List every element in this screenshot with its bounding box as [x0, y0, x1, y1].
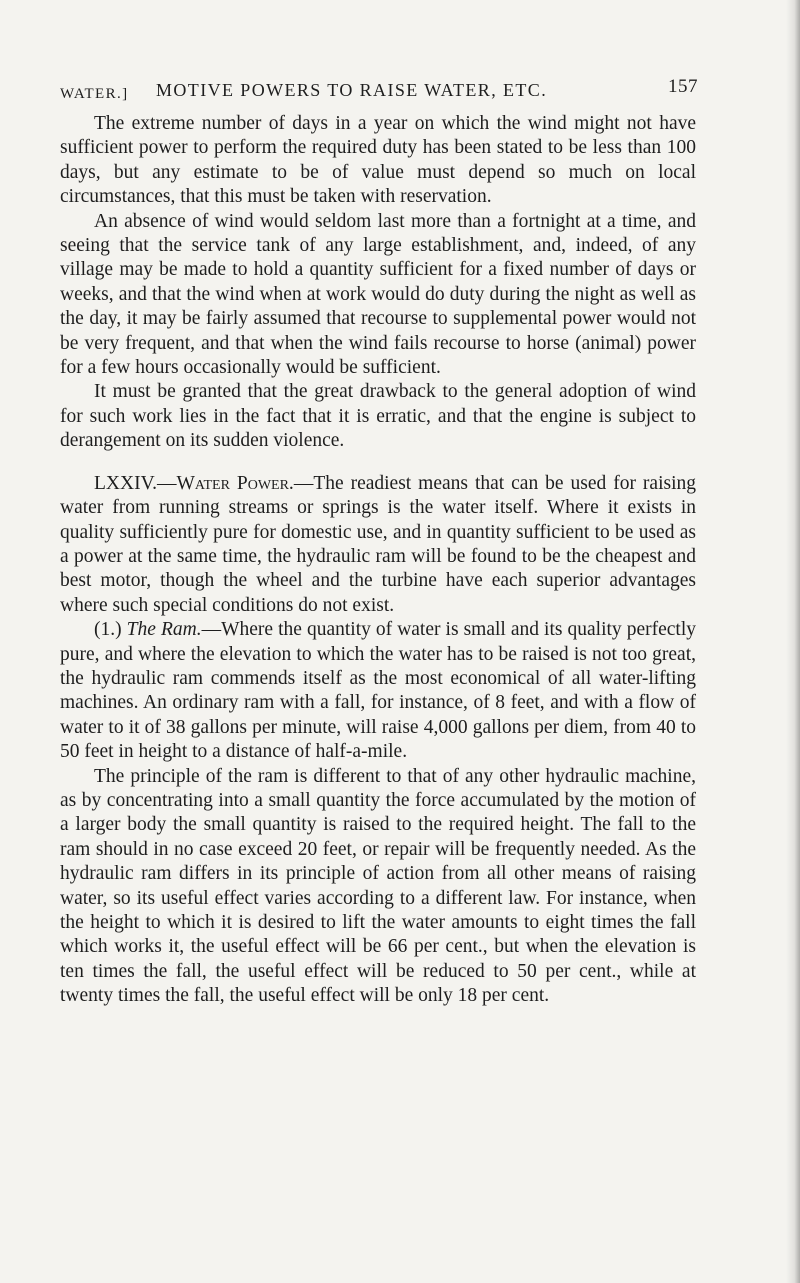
section-number: LXXIV.: [94, 472, 158, 494]
running-head-title: MOTIVE POWERS TO RAISE WATER, ETC.: [156, 80, 548, 100]
paragraph-ram-principle: The principle of the ram is different to that of any other hydraulic machine, as by concentrating into a small quantity the force accumulated by the motion of a larger body the small quantity is raised to the required height. The fall to the ram should in no case exceed 20 feet, or repair will be frequently needed. As the hydraulic ram differs in its principle of action from all other means of raising water, so its useful effect varies according to a different law. For instance, when the height to which it is desired to lift the water amounts to eight times the fall which works it, the useful effect will be 66 per cent., but when the elevation is ten times the fall, the useful effect will be reduced to 50 per cent., while at twenty times the fall, the useful effect will be only 18 per cent.: [60, 765, 696, 1007]
running-head: [60, 76, 700, 104]
section-heading: —Water Power.: [157, 472, 294, 494]
paragraph-water-power: [60, 472, 696, 618]
subsection-heading: The Ram.: [126, 619, 202, 641]
section-text: —The readiest means that can be used for raising water from running streams or springs is the water itself. Where it exists in quality sufficiently pure for domestic use, and in quantity sufficient to be used as a power at the same time, the hydraulic ram will be found to be the cheapest and best motor, though the wheel and the turbine have each superior advantages where such special conditions do not exist.: [60, 472, 696, 616]
page-number: 157: [668, 76, 698, 97]
body-text: [60, 112, 696, 1009]
page-edge-shadow: [786, 0, 800, 1283]
paragraph-wind-days: The extreme number of days in a year on which the wind might not have sufficient power to perform the required duty has been stated to be less than 100 days, but any estimate to be of value must depend so much on local circumstances, that this must be taken with reservation.: [60, 113, 696, 208]
paragraph-ram: [60, 618, 696, 764]
subsection-number: (1.): [94, 619, 122, 641]
subsection-text: —Where the quantity of water is small and its quality perfectly pure, and where the elevation to which the water has to be raised is not too great, the hydraulic ram commends itself as the most economical of all water-lifting machines. An ordinary ram with a fall, for instance, of 8 feet, and with a flow of water to it of 38 gallons per minute, will raise 4,000 gallons per diem, from 40 to 50 feet in height to a distance of half-a-mile.: [60, 619, 697, 763]
paragraph-wind-absence: An absence of wind would seldom last more than a fortnight at a time, and seeing that the service tank of any large establishment, and, indeed, of any village may be made to hold a quantity sufficient for a fixed number of days or weeks, and that the wind when at work would do duty during the night as well as the day, it may be fairly assumed that recourse to supplemental power would not be very frequent, and that when the wind fails recourse to horse (animal) power for a few hours occasionally would be sufficient.: [60, 210, 696, 379]
running-head-section: WATER.]: [60, 86, 129, 102]
paragraph-wind-drawback: It must be granted that the great drawback to the general adoption of wind for such work lies in the fact that it is erratic, and that the engine is subject to derangement on its sudden violence.: [60, 381, 696, 452]
